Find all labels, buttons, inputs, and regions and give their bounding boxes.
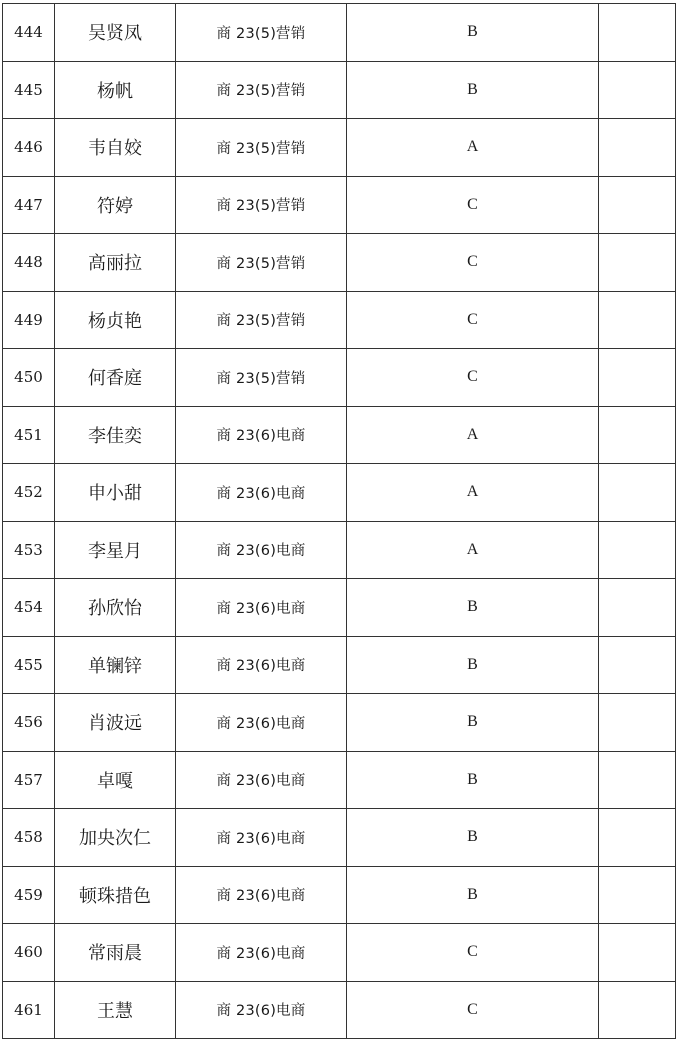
document-page — [2, 3, 675, 1039]
note-cell — [599, 406, 676, 464]
student-name-cell: 韦自姣 — [55, 119, 176, 177]
note-cell — [599, 176, 676, 234]
row-number-cell: 449 — [3, 291, 55, 349]
note-cell — [599, 61, 676, 119]
class-cell: 商 23(6)电商 — [176, 981, 347, 1039]
table-row — [3, 61, 676, 119]
grade-cell: B — [347, 694, 599, 752]
note-cell — [599, 981, 676, 1039]
row-number-cell: 445 — [3, 61, 55, 119]
class-cell: 商 23(5)营销 — [176, 119, 347, 177]
class-cell: 商 23(6)电商 — [176, 579, 347, 637]
class-cell: 商 23(5)营销 — [176, 4, 347, 62]
grade-cell: B — [347, 636, 599, 694]
grade-cell: C — [347, 234, 599, 292]
table-row — [3, 694, 676, 752]
row-number-cell: 448 — [3, 234, 55, 292]
student-name-cell: 单镧锌 — [55, 636, 176, 694]
class-cell: 商 23(5)营销 — [176, 291, 347, 349]
student-name-cell: 杨帆 — [55, 61, 176, 119]
note-cell — [599, 809, 676, 867]
grade-cell: A — [347, 119, 599, 177]
row-number-cell: 451 — [3, 406, 55, 464]
class-cell: 商 23(6)电商 — [176, 751, 347, 809]
class-cell: 商 23(6)电商 — [176, 809, 347, 867]
class-cell: 商 23(5)营销 — [176, 349, 347, 407]
row-number-cell: 453 — [3, 521, 55, 579]
note-cell — [599, 751, 676, 809]
grade-cell: B — [347, 809, 599, 867]
student-name-cell: 高丽拉 — [55, 234, 176, 292]
note-cell — [599, 119, 676, 177]
row-number-cell: 450 — [3, 349, 55, 407]
student-name-cell: 李佳奕 — [55, 406, 176, 464]
table-row — [3, 751, 676, 809]
student-name-cell: 符婷 — [55, 176, 176, 234]
note-cell — [599, 924, 676, 982]
student-grade-table — [2, 3, 676, 1039]
note-cell — [599, 694, 676, 752]
grade-cell: A — [347, 521, 599, 579]
student-name-cell: 卓嘎 — [55, 751, 176, 809]
grade-cell: C — [347, 176, 599, 234]
row-number-cell: 460 — [3, 924, 55, 982]
row-number-cell: 446 — [3, 119, 55, 177]
student-name-cell: 王慧 — [55, 981, 176, 1039]
table-row — [3, 406, 676, 464]
grade-cell: C — [347, 924, 599, 982]
row-number-cell: 459 — [3, 866, 55, 924]
note-cell — [599, 866, 676, 924]
class-cell: 商 23(6)电商 — [176, 866, 347, 924]
grade-cell: A — [347, 406, 599, 464]
student-name-cell: 常雨晨 — [55, 924, 176, 982]
class-cell: 商 23(6)电商 — [176, 464, 347, 522]
row-number-cell: 455 — [3, 636, 55, 694]
grade-cell: B — [347, 751, 599, 809]
class-cell: 商 23(6)电商 — [176, 521, 347, 579]
table-row — [3, 521, 676, 579]
student-name-cell: 吴贤凤 — [55, 4, 176, 62]
row-number-cell: 447 — [3, 176, 55, 234]
note-cell — [599, 234, 676, 292]
class-cell: 商 23(5)营销 — [176, 176, 347, 234]
table-row — [3, 4, 676, 62]
table-row — [3, 636, 676, 694]
student-name-cell: 何香庭 — [55, 349, 176, 407]
student-name-cell: 申小甜 — [55, 464, 176, 522]
class-cell: 商 23(5)营销 — [176, 61, 347, 119]
row-number-cell: 452 — [3, 464, 55, 522]
student-name-cell: 肖波远 — [55, 694, 176, 752]
row-number-cell: 461 — [3, 981, 55, 1039]
table-row — [3, 291, 676, 349]
note-cell — [599, 464, 676, 522]
table-body — [3, 4, 676, 1039]
student-name-cell: 孙欣怡 — [55, 579, 176, 637]
class-cell: 商 23(6)电商 — [176, 406, 347, 464]
table-row — [3, 176, 676, 234]
table-row — [3, 866, 676, 924]
table-row — [3, 981, 676, 1039]
row-number-cell: 454 — [3, 579, 55, 637]
table-row — [3, 234, 676, 292]
table-row — [3, 349, 676, 407]
grade-cell: C — [347, 981, 599, 1039]
row-number-cell: 457 — [3, 751, 55, 809]
note-cell — [599, 579, 676, 637]
grade-cell: B — [347, 866, 599, 924]
student-name-cell: 加央次仁 — [55, 809, 176, 867]
note-cell — [599, 521, 676, 579]
class-cell: 商 23(6)电商 — [176, 636, 347, 694]
student-name-cell: 杨贞艳 — [55, 291, 176, 349]
row-number-cell: 456 — [3, 694, 55, 752]
row-number-cell: 444 — [3, 4, 55, 62]
grade-cell: B — [347, 61, 599, 119]
grade-cell: B — [347, 4, 599, 62]
class-cell: 商 23(5)营销 — [176, 234, 347, 292]
table-row — [3, 809, 676, 867]
grade-cell: C — [347, 291, 599, 349]
table-row — [3, 464, 676, 522]
note-cell — [599, 291, 676, 349]
student-name-cell: 顿珠措色 — [55, 866, 176, 924]
grade-cell: B — [347, 579, 599, 637]
row-number-cell: 458 — [3, 809, 55, 867]
table-row — [3, 119, 676, 177]
class-cell: 商 23(6)电商 — [176, 694, 347, 752]
student-name-cell: 李星月 — [55, 521, 176, 579]
table-row — [3, 579, 676, 637]
class-cell: 商 23(6)电商 — [176, 924, 347, 982]
grade-cell: C — [347, 349, 599, 407]
note-cell — [599, 4, 676, 62]
table-row — [3, 924, 676, 982]
note-cell — [599, 636, 676, 694]
grade-cell: A — [347, 464, 599, 522]
note-cell — [599, 349, 676, 407]
